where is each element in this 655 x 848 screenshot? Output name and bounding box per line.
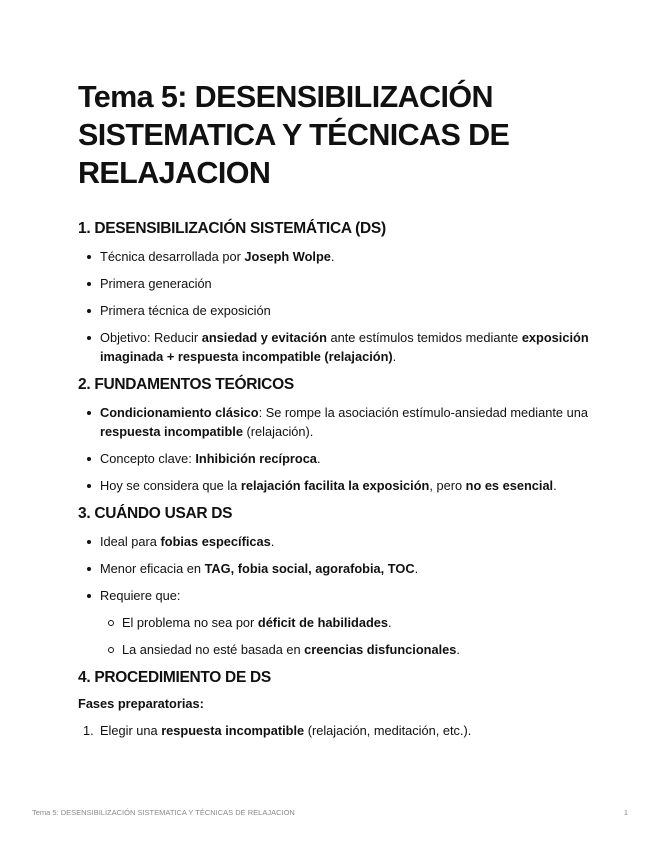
- list-item: Primera generación: [78, 274, 598, 293]
- list-item: Ideal para fobias específicas.: [78, 532, 598, 551]
- page-title: Tema 5: DESENSIBILIZACIÓN SISTEMATICA Y TÉCNICAS DE RELAJACION: [78, 80, 510, 190]
- page-number: 1: [623, 808, 628, 817]
- section-list: [78, 532, 598, 659]
- list-item: Concepto clave: Inhibición recíproca.: [78, 449, 598, 468]
- list-item: 1. Elegir una respuesta incompatible (relajación, meditación, etc.).: [83, 723, 472, 738]
- section-heading-fundamentos: 2. FUNDAMENTOS TEÓRICOS: [78, 376, 294, 393]
- section-heading-cuando: 3. CUÁNDO USAR DS: [78, 505, 233, 522]
- nested-list: [100, 613, 598, 659]
- list-item: Requiere que: El problema no sea por déficit de habilidades. La ansiedad no esté basada en creencias disfuncionales.: [78, 586, 598, 659]
- list-item: Técnica desarrollada por Joseph Wolpe.: [78, 247, 598, 266]
- list-item: Objetivo: Reducir ansiedad y evitación ante estímulos temidos mediante exposición imaginada + respuesta incompatible (relajación).: [78, 328, 598, 366]
- document-page: [78, 78, 598, 740]
- section-list: [78, 403, 598, 495]
- subheading: Fases preparatorias:: [78, 696, 204, 711]
- section-heading-ds: 1. DESENSIBILIZACIÓN SISTEMÁTICA (DS): [78, 220, 386, 237]
- footer-title: Tema 5: DESENSIBILIZACIÓN SISTEMATICA Y TÉCNICAS DE RELAJACION: [32, 808, 295, 817]
- list-item: Hoy se considera que la relajación facilita la exposición, pero no es esencial.: [78, 476, 598, 495]
- list-item: Menor eficacia en TAG, fobia social, agorafobia, TOC.: [78, 559, 598, 578]
- list-item: Primera técnica de exposición: [78, 301, 598, 320]
- section-heading-procedimiento: 4. PROCEDIMIENTO DE DS: [78, 669, 271, 686]
- list-item: El problema no sea por déficit de habilidades.: [100, 613, 598, 632]
- section-list: [78, 247, 598, 366]
- list-item: Condicionamiento clásico: Se rompe la asociación estímulo-ansiedad mediante una respuesta incompatible (relajación).: [78, 403, 598, 441]
- list-item: La ansiedad no esté basada en creencias disfuncionales.: [100, 640, 598, 659]
- ordered-list: [78, 721, 598, 740]
- page-footer: [32, 808, 628, 817]
